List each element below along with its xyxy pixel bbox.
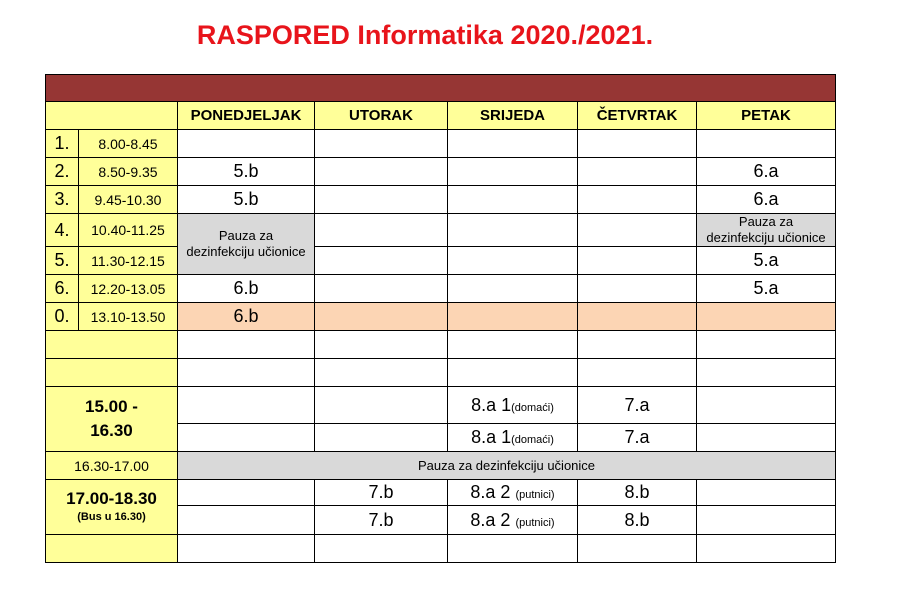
class-cell-friday: 6.a (697, 158, 836, 186)
class-cell-tuesday: 7.b (315, 480, 448, 506)
table-row (46, 158, 836, 186)
cell (315, 214, 448, 247)
class-cell-thursday: 8.b (578, 506, 697, 535)
afternoon-time-2 (46, 480, 178, 535)
class-cell-monday: 6.b (178, 275, 315, 303)
class-cell-tuesday: 7.b (315, 506, 448, 535)
cell (578, 247, 697, 275)
cell (178, 535, 315, 563)
cell (315, 535, 448, 563)
cell (578, 158, 697, 186)
period-number: 4. (46, 214, 79, 247)
banner-cell (46, 75, 836, 102)
cell (578, 186, 697, 214)
cell (315, 247, 448, 275)
table-row (46, 130, 836, 158)
cell (315, 387, 448, 424)
cell (578, 359, 697, 387)
day-header-thursday: ČETVRTAK (578, 102, 697, 130)
schedule-table (45, 74, 836, 563)
afternoon-time-1 (46, 387, 178, 452)
class-cell-monday: 5.b (178, 158, 315, 186)
cell (697, 480, 836, 506)
table-row (46, 452, 836, 480)
header-row (46, 102, 836, 130)
class-note: (putnici) (515, 489, 555, 501)
pause-cell-friday (697, 214, 836, 247)
table-row (46, 303, 836, 331)
cell (178, 130, 315, 158)
period-time: 13.10-13.50 (79, 303, 178, 331)
table-row (46, 331, 836, 359)
class-cell-wednesday (448, 387, 578, 424)
cell (315, 158, 448, 186)
period-time: 8.50-9.35 (79, 158, 178, 186)
cell (578, 331, 697, 359)
period-number: 6. (46, 275, 79, 303)
cell (578, 535, 697, 563)
cell (697, 331, 836, 359)
cell (315, 359, 448, 387)
cell (578, 303, 697, 331)
cell (448, 275, 578, 303)
cell (315, 186, 448, 214)
page-title: RASPORED Informatika 2020./2021. (196, 20, 654, 50)
cell (697, 424, 836, 452)
class-label: 8.a 2 (470, 509, 511, 530)
cell (697, 359, 836, 387)
cell (315, 130, 448, 158)
class-note: (domaći) (511, 401, 554, 414)
class-cell-friday: 5.a (697, 247, 836, 275)
break-text: Pauza za dezinfekciju učionice (178, 452, 836, 480)
class-cell-wednesday (448, 480, 578, 506)
cell (697, 303, 836, 331)
class-note: (putnici) (515, 516, 555, 529)
pause-text-line2: dezinfekciju učionice (706, 230, 826, 245)
cell (448, 186, 578, 214)
cell (697, 506, 836, 535)
class-cell-thursday: 7.a (578, 387, 697, 424)
period-time: 9.45-10.30 (79, 186, 178, 214)
cell (178, 359, 315, 387)
class-cell-friday: 6.a (697, 186, 836, 214)
period-time: 12.20-13.05 (79, 275, 178, 303)
bus-note: (Bus u 16.30) (77, 511, 146, 523)
cell (315, 275, 448, 303)
period-number: 3. (46, 186, 79, 214)
period-time: 8.00-8.45 (79, 130, 178, 158)
break-time: 16.30-17.00 (46, 452, 178, 480)
pause-text-line1: Pauza za (738, 214, 794, 229)
period-time: 11.30-12.15 (79, 247, 178, 275)
class-cell-wednesday (448, 506, 578, 535)
table-row (46, 214, 836, 247)
day-header-wednesday: SRIJEDA (448, 102, 578, 130)
cell (448, 535, 578, 563)
cell (697, 387, 836, 424)
afternoon-time-1-line2: 16.30 (90, 421, 133, 440)
period-number: 1. (46, 130, 79, 158)
class-note: (domaći) (511, 434, 554, 446)
period-number: 2. (46, 158, 79, 186)
cell (178, 506, 315, 535)
cell (578, 214, 697, 247)
class-cell-thursday: 8.b (578, 480, 697, 506)
cell (448, 331, 578, 359)
cell (448, 303, 578, 331)
table-row (46, 387, 836, 424)
cell (315, 331, 448, 359)
cell (315, 303, 448, 331)
cell (448, 130, 578, 158)
cell (448, 359, 578, 387)
table-row (46, 186, 836, 214)
cell (178, 424, 315, 452)
table-row (46, 480, 836, 506)
class-cell-thursday: 7.a (578, 424, 697, 452)
table-row (46, 247, 836, 275)
header-corner (46, 102, 178, 130)
empty-time-cell (46, 359, 178, 387)
cell (448, 214, 578, 247)
class-cell-monday: 5.b (178, 186, 315, 214)
day-header-monday: PONEDJELJAK (178, 102, 315, 130)
table-row (46, 275, 836, 303)
cell (178, 387, 315, 424)
cell (178, 480, 315, 506)
cell (448, 247, 578, 275)
afternoon-time-2-text: 17.00-18.30 (66, 489, 157, 508)
day-header-friday: PETAK (697, 102, 836, 130)
empty-time-cell (46, 535, 178, 563)
class-label: 8.a 1 (471, 427, 512, 447)
day-header-tuesday: UTORAK (315, 102, 448, 130)
pause-text-line2: dezinfekciju učionice (186, 244, 306, 259)
period-time: 10.40-11.25 (79, 214, 178, 247)
pause-cell-monday (178, 214, 315, 275)
empty-time-cell (46, 331, 178, 359)
table-banner (46, 75, 836, 102)
afternoon-time-1-line1: 15.00 - (85, 397, 138, 416)
class-cell-monday: 6.b (178, 303, 315, 331)
pause-text-line1: Pauza za (218, 228, 274, 243)
table-row (46, 359, 836, 387)
period-number: 0. (46, 303, 79, 331)
period-number: 5. (46, 247, 79, 275)
class-label: 8.a 2 (470, 482, 511, 502)
cell (697, 535, 836, 563)
cell (315, 424, 448, 452)
class-cell-friday: 5.a (697, 275, 836, 303)
table-row (46, 535, 836, 563)
cell (578, 275, 697, 303)
cell (178, 331, 315, 359)
cell (697, 130, 836, 158)
cell (578, 130, 697, 158)
class-label: 8.a 1 (471, 394, 512, 415)
class-cell-wednesday (448, 424, 578, 452)
cell (448, 158, 578, 186)
